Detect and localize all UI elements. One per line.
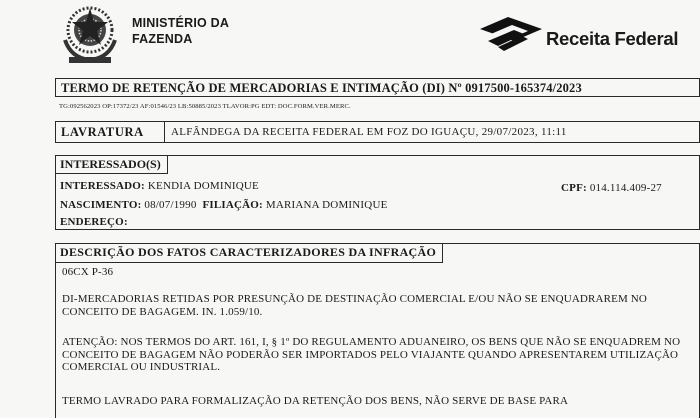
coat-of-arms-seal: [57, 2, 123, 66]
agency-name: Receita Federal: [546, 28, 679, 49]
descricao-paragraph-1: DI-MERCADORIAS RETIDAS POR PRESUNÇÃO DE DESTINAÇÃO COMERCIAL E/OU NÃO SE ENQUADRAREM NO CONCEITO DE BAGAGEM. IN. 1.059/10.: [62, 293, 647, 318]
interessado-section: [55, 155, 700, 230]
ministry-line-1: MINISTÉRIO DA: [132, 16, 230, 30]
document-meta-line: TG:092562023 OP:17372/23 AF:01546/23 LB:50885/2023 TLAVOR:PG EDT: DOC.FORM.VER.MERC.: [59, 103, 351, 110]
address-row: [60, 216, 128, 228]
receita-federal-logo-icon: [478, 15, 544, 55]
cpf-row: [561, 182, 662, 194]
document-title: TERMO DE RETENÇÃO DE MERCADORIAS E INTIMAÇÃO (DI) Nº 0917500-165374/2023: [61, 81, 582, 95]
ministry-line-2: FAZENDA: [132, 32, 193, 46]
lavratura-text: ALFÂNDEGA DA RECEITA FEDERAL EM FOZ DO IGUAÇU, 29/07/2023, 11:11: [171, 126, 567, 138]
birth-row: [60, 199, 388, 211]
birth-label: NASCIMENTO:: [60, 199, 142, 211]
lavratura-label: LAVRATURA: [61, 125, 144, 139]
interessado-name: KENDIA DOMINIQUE: [147, 180, 259, 192]
merchandise-code: 06CX P-36: [62, 266, 114, 278]
document-header: [0, 0, 700, 72]
lavratura-divider: [164, 122, 165, 142]
ministry-name: [132, 15, 229, 47]
descricao-paragraph-2: ATENÇÃO: NOS TERMOS DO ART. 161, I, § 1º DO REGULAMENTO ADUANEIRO, OS BENS QUE NÃO SE ENQUADREM NO CONCEITO DE BAGAGEM NÃO PODERÃO SER IMPORTADOS PELO VIAJANTE QUANDO APRESENTAREM UTILIZAÇÃO COMERCIAL OU INDUSTRIAL.: [62, 336, 681, 373]
birth-value: 08/07/1990: [144, 199, 197, 211]
cpf-label: CPF:: [561, 182, 587, 194]
interessado-name-label: INTERESSADO:: [60, 180, 145, 192]
filiation-value: MARIANA DOMINIQUE: [265, 199, 388, 211]
descricao-paragraph-3: TERMO LAVRADO PARA FORMALIZAÇÃO DA RETENÇÃO DOS BENS, NÃO SERVE DE BASE PARA: [62, 395, 569, 407]
filiation-label: FILIAÇÃO:: [202, 199, 263, 211]
document-title-box: [55, 78, 700, 97]
address-label: ENDEREÇO:: [60, 216, 128, 228]
cpf-value: 014.114.409-27: [589, 182, 662, 194]
descricao-section: [55, 243, 700, 418]
interessado-name-row: [60, 180, 259, 192]
interessado-section-title: INTERESSADO(S): [56, 156, 168, 174]
descricao-section-title: DESCRIÇÃO DOS FATOS CARACTERIZADORES DA INFRAÇÃO: [56, 244, 443, 263]
lavratura-box: [55, 121, 700, 143]
